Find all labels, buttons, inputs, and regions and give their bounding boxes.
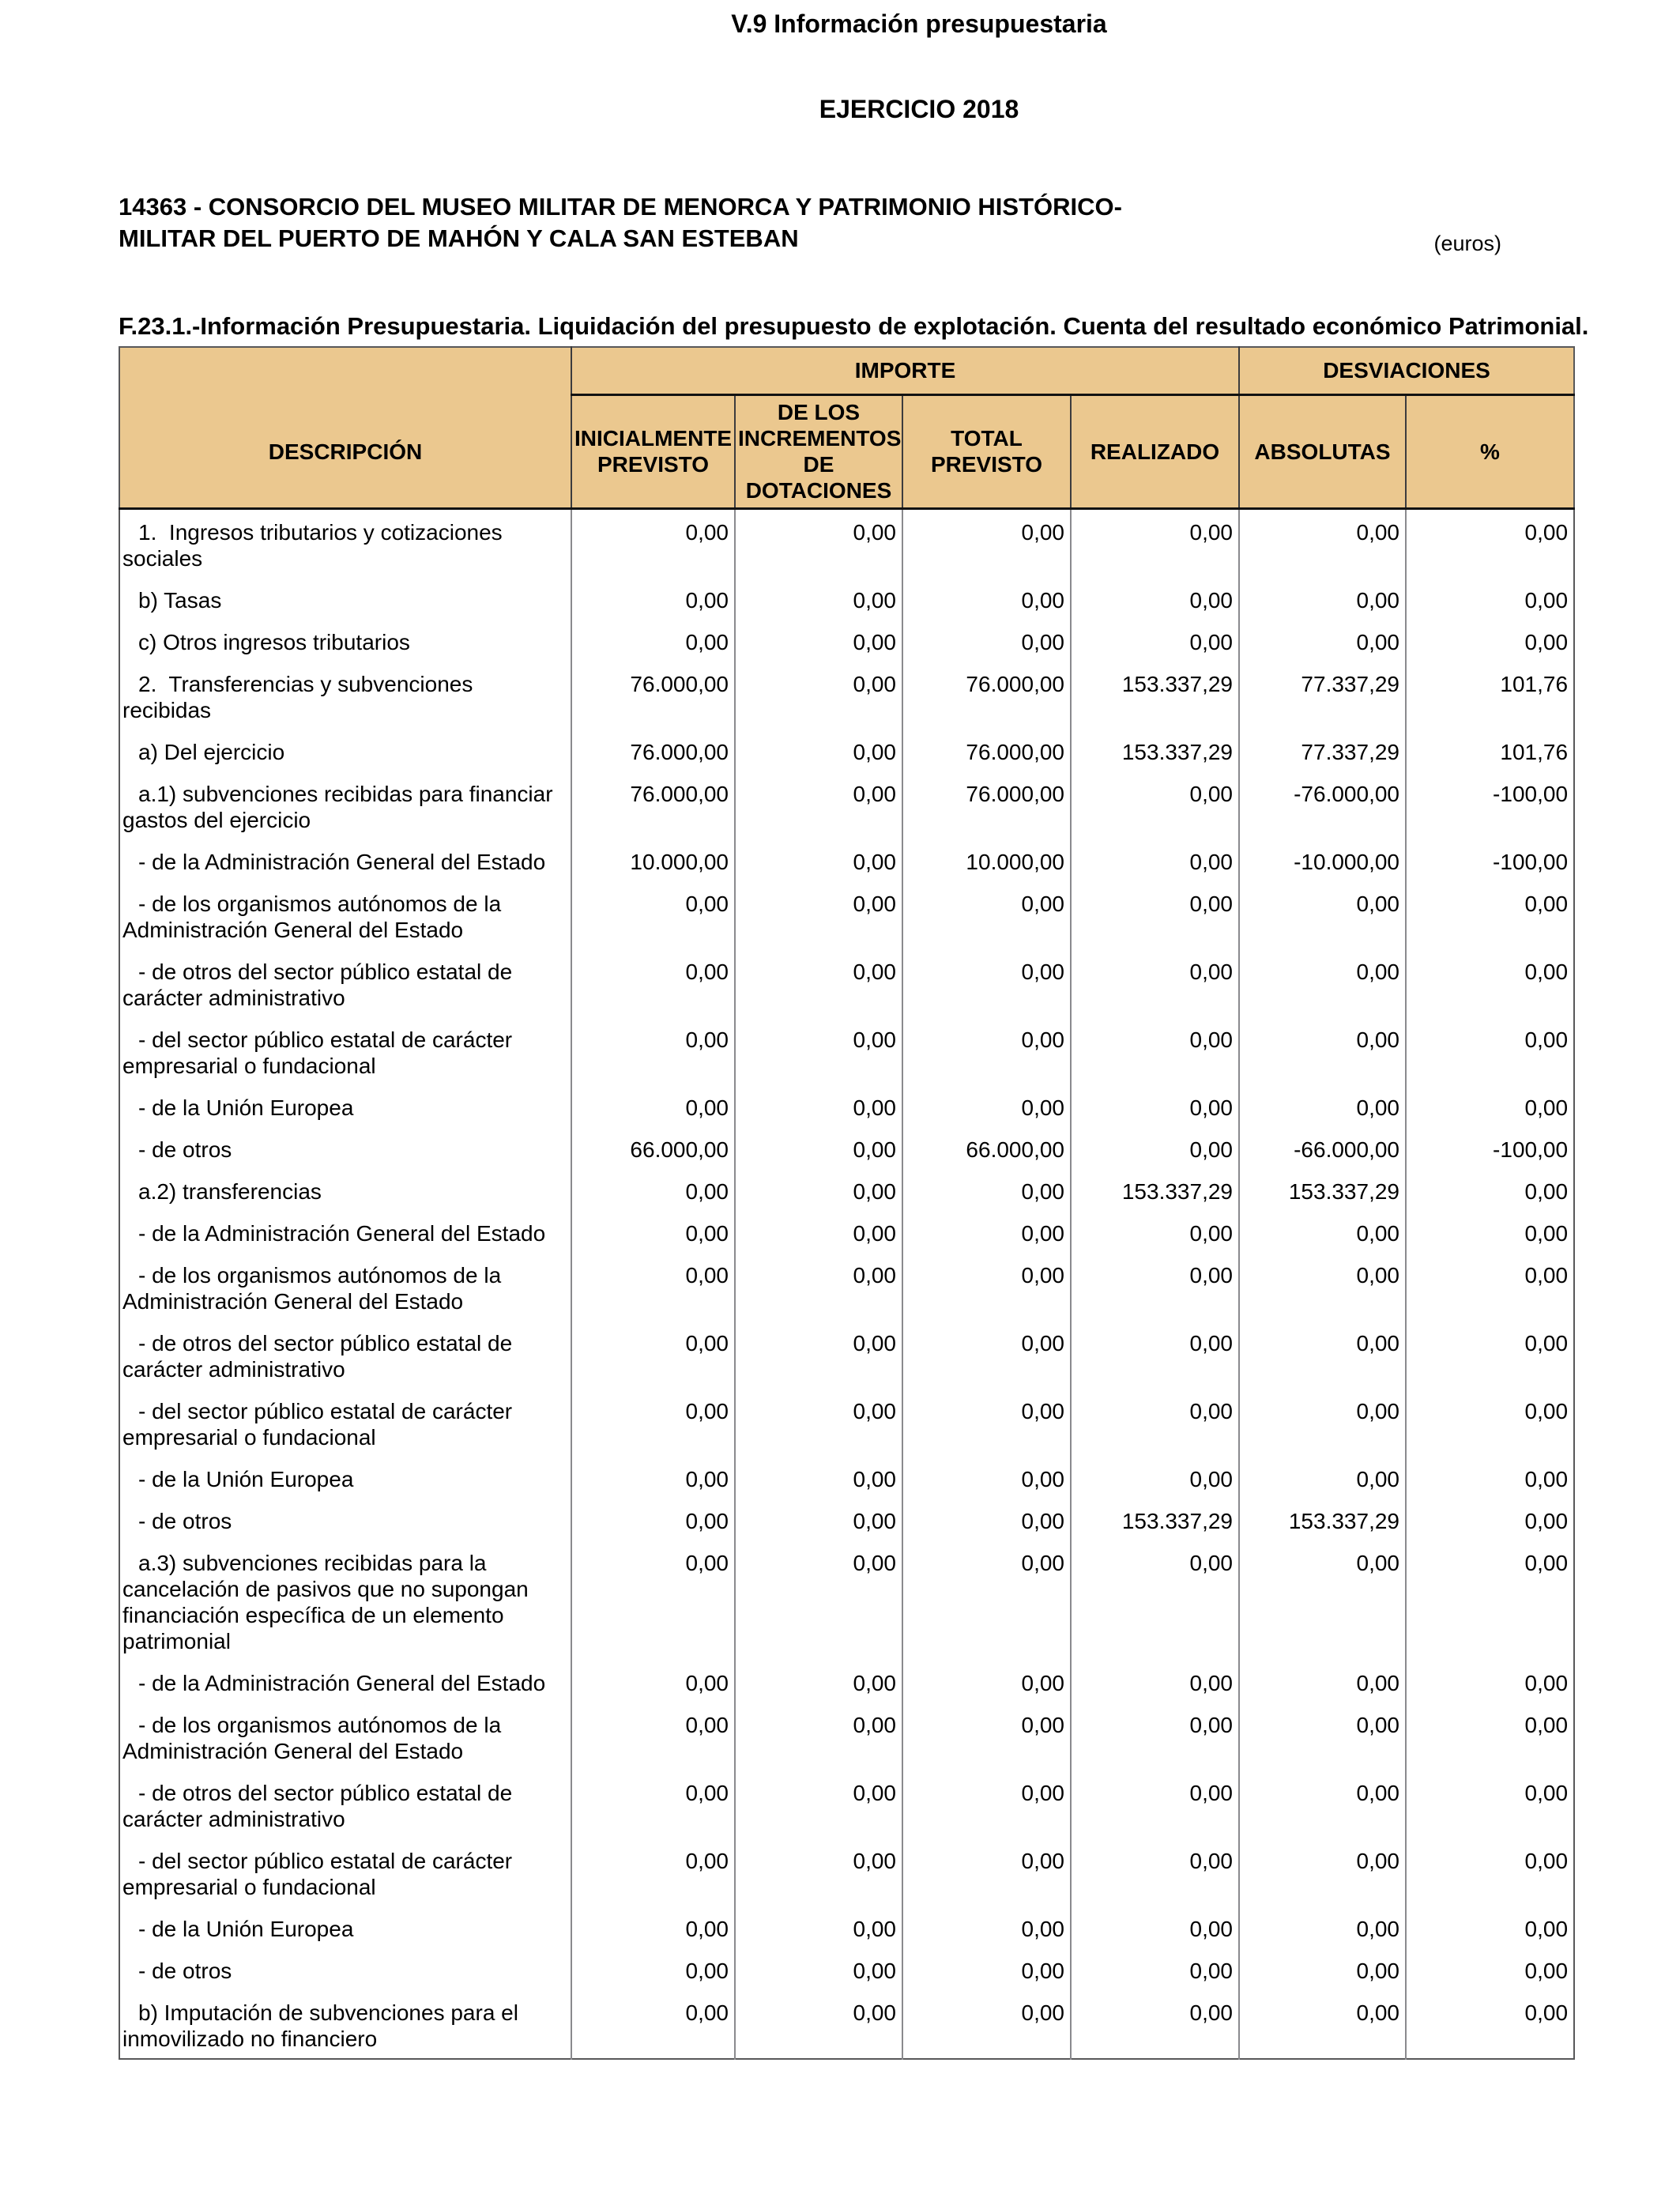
value-desviacion-absoluta: 77.337,29 [1239, 662, 1406, 730]
table-row [119, 1389, 1574, 1457]
value-incrementos-dotaciones: 0,00 [735, 508, 902, 578]
row-description: - de la Unión Europea [138, 1916, 354, 1941]
row-description: a.1) subvenciones recibidas para financiar gastos del ejercicio [122, 781, 559, 832]
value-inicialmente-previsto: 0,00 [571, 578, 735, 620]
value-realizado: 0,00 [1071, 1321, 1239, 1389]
value-total-previsto: 66.000,00 [902, 1127, 1071, 1169]
value-desviacion-absoluta: 0,00 [1239, 1990, 1406, 2059]
row-description: a.2) transferencias [138, 1178, 322, 1204]
table-row [119, 1499, 1574, 1540]
row-description: - de los organismos autónomos de la Administración General del Estado [122, 1262, 507, 1314]
value-total-previsto: 0,00 [902, 1321, 1071, 1389]
value-incrementos-dotaciones: 0,00 [735, 662, 902, 730]
value-incrementos-dotaciones: 0,00 [735, 839, 902, 881]
table-row [119, 881, 1574, 949]
table-row [119, 730, 1574, 771]
value-inicialmente-previsto: 0,00 [571, 1906, 735, 1948]
value-desviacion-porcentaje: 0,00 [1406, 1321, 1574, 1389]
value-desviacion-absoluta: 0,00 [1239, 1661, 1406, 1702]
value-incrementos-dotaciones: 0,00 [735, 1838, 902, 1906]
value-incrementos-dotaciones: 0,00 [735, 1389, 902, 1457]
value-total-previsto: 0,00 [902, 1838, 1071, 1906]
value-incrementos-dotaciones: 0,00 [735, 578, 902, 620]
value-desviacion-porcentaje: 0,00 [1406, 1457, 1574, 1499]
col-header-total-previsto: TOTAL PREVISTO [902, 394, 1071, 508]
value-total-previsto: 0,00 [902, 1948, 1071, 1990]
page-title: V.9 Información presupuestaria [731, 9, 1107, 38]
value-realizado: 153.337,29 [1071, 730, 1239, 771]
col-header-absolutas: ABSOLUTAS [1239, 394, 1406, 508]
value-desviacion-porcentaje: 0,00 [1406, 1838, 1574, 1906]
value-desviacion-absoluta: -76.000,00 [1239, 771, 1406, 839]
row-description: - de los organismos autónomos de la Administración General del Estado [122, 1712, 507, 1763]
value-incrementos-dotaciones: 0,00 [735, 1211, 902, 1253]
row-description: - del sector público estatal de carácter empresarial o fundacional [122, 1398, 518, 1450]
value-desviacion-absoluta: 0,00 [1239, 1321, 1406, 1389]
value-incrementos-dotaciones: 0,00 [735, 730, 902, 771]
value-total-previsto: 0,00 [902, 620, 1071, 662]
value-desviacion-absoluta: 153.337,29 [1239, 1499, 1406, 1540]
value-incrementos-dotaciones: 0,00 [735, 1906, 902, 1948]
value-desviacion-porcentaje: 0,00 [1406, 578, 1574, 620]
value-inicialmente-previsto: 0,00 [571, 1661, 735, 1702]
value-desviacion-absoluta: -10.000,00 [1239, 839, 1406, 881]
row-description: b) Tasas [138, 587, 222, 613]
value-incrementos-dotaciones: 0,00 [735, 1990, 902, 2059]
value-incrementos-dotaciones: 0,00 [735, 1169, 902, 1211]
row-description: - de otros del sector público estatal de carácter administrativo [122, 1330, 518, 1382]
value-incrementos-dotaciones: 0,00 [735, 881, 902, 949]
value-inicialmente-previsto: 0,00 [571, 1389, 735, 1457]
table-row [119, 1990, 1574, 2059]
row-description: - del sector público estatal de carácter empresarial o fundacional [122, 1027, 518, 1078]
value-total-previsto: 76.000,00 [902, 662, 1071, 730]
document-page [0, 8, 1680, 2202]
value-incrementos-dotaciones: 0,00 [735, 1017, 902, 1085]
table-row [119, 1169, 1574, 1211]
value-desviacion-porcentaje: 0,00 [1406, 1499, 1574, 1540]
row-description: - de la Administración General del Estado [138, 849, 546, 874]
row-description: a.3) subvenciones recibidas para la cancelación de pasivos que no supongan financiación específica de un elemento patrimonial [122, 1550, 535, 1653]
value-total-previsto: 0,00 [902, 1770, 1071, 1838]
value-incrementos-dotaciones: 0,00 [735, 949, 902, 1017]
value-realizado: 0,00 [1071, 1990, 1239, 2059]
value-desviacion-absoluta: 0,00 [1239, 1017, 1406, 1085]
value-incrementos-dotaciones: 0,00 [735, 1540, 902, 1661]
row-description: a) Del ejercicio [138, 739, 285, 764]
row-description: - de otros [138, 1958, 232, 1983]
row-description: - de la Administración General del Estado [138, 1220, 546, 1246]
value-total-previsto: 0,00 [902, 578, 1071, 620]
value-realizado: 0,00 [1071, 1702, 1239, 1770]
value-desviacion-porcentaje: 0,00 [1406, 1661, 1574, 1702]
value-realizado: 0,00 [1071, 508, 1239, 578]
col-header-realizado: REALIZADO [1071, 394, 1239, 508]
row-description: c) Otros ingresos tributarios [138, 629, 410, 654]
value-desviacion-absoluta: 0,00 [1239, 1457, 1406, 1499]
value-desviacion-absoluta: 77.337,29 [1239, 730, 1406, 771]
value-total-previsto: 0,00 [902, 1499, 1071, 1540]
value-incrementos-dotaciones: 0,00 [735, 1127, 902, 1169]
value-realizado: 0,00 [1071, 1770, 1239, 1838]
value-desviacion-absoluta: 0,00 [1239, 1838, 1406, 1906]
value-incrementos-dotaciones: 0,00 [735, 1321, 902, 1389]
value-realizado: 0,00 [1071, 1457, 1239, 1499]
value-desviacion-porcentaje: -100,00 [1406, 771, 1574, 839]
table-row [119, 1540, 1574, 1661]
value-desviacion-absoluta: 0,00 [1239, 1540, 1406, 1661]
value-total-previsto: 0,00 [902, 1540, 1071, 1661]
value-total-previsto: 0,00 [902, 508, 1071, 578]
value-inicialmente-previsto: 66.000,00 [571, 1127, 735, 1169]
value-total-previsto: 76.000,00 [902, 730, 1071, 771]
table-body [119, 508, 1574, 2059]
col-header-incrementos-dotaciones: DE LOS INCREMENTOS DE DOTACIONES [735, 394, 902, 508]
value-desviacion-porcentaje: 101,76 [1406, 730, 1574, 771]
value-inicialmente-previsto: 0,00 [571, 1838, 735, 1906]
value-inicialmente-previsto: 0,00 [571, 1702, 735, 1770]
value-realizado: 0,00 [1071, 839, 1239, 881]
value-inicialmente-previsto: 0,00 [571, 1948, 735, 1990]
row-description: 2. Transferencias y subvenciones recibidas [122, 671, 480, 722]
value-desviacion-porcentaje: 0,00 [1406, 1085, 1574, 1127]
value-realizado: 0,00 [1071, 1661, 1239, 1702]
value-desviacion-absoluta: -66.000,00 [1239, 1127, 1406, 1169]
value-desviacion-porcentaje: 0,00 [1406, 1702, 1574, 1770]
col-header-descripcion: DESCRIPCIÓN [119, 347, 571, 508]
value-realizado: 0,00 [1071, 578, 1239, 620]
value-inicialmente-previsto: 0,00 [571, 1253, 735, 1321]
table-row [119, 1770, 1574, 1838]
value-desviacion-absoluta: 0,00 [1239, 578, 1406, 620]
table-row [119, 620, 1574, 662]
value-desviacion-absoluta: 0,00 [1239, 1211, 1406, 1253]
value-incrementos-dotaciones: 0,00 [735, 1253, 902, 1321]
row-description: - de otros del sector público estatal de carácter administrativo [122, 959, 518, 1010]
value-realizado: 153.337,29 [1071, 1499, 1239, 1540]
value-desviacion-porcentaje: 0,00 [1406, 1253, 1574, 1321]
value-desviacion-absoluta: 0,00 [1239, 949, 1406, 1017]
value-desviacion-porcentaje: 0,00 [1406, 1770, 1574, 1838]
value-total-previsto: 0,00 [902, 1457, 1071, 1499]
value-desviacion-porcentaje: 0,00 [1406, 620, 1574, 662]
table-row [119, 1253, 1574, 1321]
row-description: - de la Unión Europea [138, 1095, 354, 1120]
value-realizado: 0,00 [1071, 1085, 1239, 1127]
value-desviacion-porcentaje: 101,76 [1406, 662, 1574, 730]
entity-header [119, 191, 1304, 255]
value-inicialmente-previsto: 0,00 [571, 1085, 735, 1127]
col-group-importe: IMPORTE [571, 347, 1239, 394]
value-total-previsto: 76.000,00 [902, 771, 1071, 839]
value-total-previsto: 10.000,00 [902, 839, 1071, 881]
value-realizado: 0,00 [1071, 1211, 1239, 1253]
value-realizado: 0,00 [1071, 1838, 1239, 1906]
table-row [119, 1838, 1574, 1906]
currency-note: (euros) [1433, 232, 1501, 255]
value-incrementos-dotaciones: 0,00 [735, 1702, 902, 1770]
row-description: - de otros del sector público estatal de carácter administrativo [122, 1780, 518, 1831]
value-total-previsto: 0,00 [902, 1702, 1071, 1770]
value-realizado: 153.337,29 [1071, 1169, 1239, 1211]
value-desviacion-porcentaje: 0,00 [1406, 881, 1574, 949]
budget-table [119, 346, 1575, 2060]
value-desviacion-porcentaje: 0,00 [1406, 1540, 1574, 1661]
col-header-porcentaje: % [1406, 394, 1574, 508]
value-realizado: 0,00 [1071, 1948, 1239, 1990]
value-desviacion-porcentaje: 0,00 [1406, 1990, 1574, 2059]
exercise-title: EJERCICIO 2018 [819, 95, 1019, 123]
value-desviacion-absoluta: 0,00 [1239, 508, 1406, 578]
value-desviacion-porcentaje: -100,00 [1406, 1127, 1574, 1169]
table-row [119, 1906, 1574, 1948]
table-row [119, 1017, 1574, 1085]
value-inicialmente-previsto: 0,00 [571, 881, 735, 949]
value-realizado: 0,00 [1071, 1906, 1239, 1948]
value-inicialmente-previsto: 0,00 [571, 1457, 735, 1499]
value-inicialmente-previsto: 0,00 [571, 1499, 735, 1540]
value-desviacion-porcentaje: -100,00 [1406, 839, 1574, 881]
value-incrementos-dotaciones: 0,00 [735, 771, 902, 839]
value-incrementos-dotaciones: 0,00 [735, 620, 902, 662]
value-incrementos-dotaciones: 0,00 [735, 1661, 902, 1702]
value-total-previsto: 0,00 [902, 949, 1071, 1017]
value-inicialmente-previsto: 0,00 [571, 1770, 735, 1838]
table-row [119, 839, 1574, 881]
value-desviacion-porcentaje: 0,00 [1406, 508, 1574, 578]
value-incrementos-dotaciones: 0,00 [735, 1948, 902, 1990]
row-description: b) Imputación de subvenciones para el inmovilizado no financiero [122, 2000, 525, 2051]
table-row [119, 1211, 1574, 1253]
table-row [119, 508, 1574, 578]
value-realizado: 0,00 [1071, 1017, 1239, 1085]
table-row [119, 1948, 1574, 1990]
row-description: - de otros [138, 1508, 232, 1533]
table-row [119, 578, 1574, 620]
row-description: - de los organismos autónomos de la Administración General del Estado [122, 891, 507, 942]
value-incrementos-dotaciones: 0,00 [735, 1770, 902, 1838]
table-row [119, 949, 1574, 1017]
table-row [119, 1127, 1574, 1169]
entity-name-line-2: MILITAR DEL PUERTO DE MAHÓN Y CALA SAN ESTEBAN [119, 224, 799, 252]
value-desviacion-absoluta: 0,00 [1239, 620, 1406, 662]
table-row [119, 662, 1574, 730]
col-header-inicialmente-previsto: INICIALMENTE PREVISTO [571, 394, 735, 508]
table-row [119, 1661, 1574, 1702]
table-row [119, 771, 1574, 839]
value-inicialmente-previsto: 0,00 [571, 1990, 735, 2059]
value-inicialmente-previsto: 0,00 [571, 1169, 735, 1211]
value-desviacion-absoluta: 0,00 [1239, 1948, 1406, 1990]
value-inicialmente-previsto: 0,00 [571, 508, 735, 578]
value-realizado: 0,00 [1071, 1540, 1239, 1661]
value-realizado: 153.337,29 [1071, 662, 1239, 730]
value-desviacion-porcentaje: 0,00 [1406, 1948, 1574, 1990]
value-incrementos-dotaciones: 0,00 [735, 1499, 902, 1540]
value-inicialmente-previsto: 76.000,00 [571, 771, 735, 839]
table-row [119, 1085, 1574, 1127]
entity-name-line-1: 14363 - CONSORCIO DEL MUSEO MILITAR DE MENORCA Y PATRIMONIO HISTÓRICO- [119, 193, 1122, 221]
value-total-previsto: 0,00 [902, 1990, 1071, 2059]
value-realizado: 0,00 [1071, 1127, 1239, 1169]
value-desviacion-absoluta: 153.337,29 [1239, 1169, 1406, 1211]
title-block [0, 8, 1680, 125]
value-total-previsto: 0,00 [902, 1389, 1071, 1457]
table-row [119, 1702, 1574, 1770]
value-inicialmente-previsto: 0,00 [571, 620, 735, 662]
value-desviacion-porcentaje: 0,00 [1406, 1017, 1574, 1085]
value-inicialmente-previsto: 0,00 [571, 1321, 735, 1389]
value-realizado: 0,00 [1071, 620, 1239, 662]
row-description: 1. Ingresos tributarios y cotizaciones sociales [122, 519, 509, 571]
value-realizado: 0,00 [1071, 881, 1239, 949]
value-total-previsto: 0,00 [902, 1211, 1071, 1253]
value-desviacion-absoluta: 0,00 [1239, 881, 1406, 949]
value-total-previsto: 0,00 [902, 1169, 1071, 1211]
value-inicialmente-previsto: 0,00 [571, 949, 735, 1017]
value-total-previsto: 0,00 [902, 881, 1071, 949]
table-row [119, 1321, 1574, 1389]
value-inicialmente-previsto: 10.000,00 [571, 839, 735, 881]
row-description: - del sector público estatal de carácter empresarial o fundacional [122, 1848, 518, 1899]
value-desviacion-porcentaje: 0,00 [1406, 1389, 1574, 1457]
value-desviacion-absoluta: 0,00 [1239, 1702, 1406, 1770]
table-header [119, 347, 1574, 508]
col-group-desviaciones: DESVIACIONES [1239, 347, 1574, 394]
value-realizado: 0,00 [1071, 1253, 1239, 1321]
value-inicialmente-previsto: 0,00 [571, 1017, 735, 1085]
value-inicialmente-previsto: 76.000,00 [571, 662, 735, 730]
value-total-previsto: 0,00 [902, 1661, 1071, 1702]
value-realizado: 0,00 [1071, 771, 1239, 839]
value-desviacion-absoluta: 0,00 [1239, 1253, 1406, 1321]
row-description: - de la Unión Europea [138, 1466, 354, 1491]
value-inicialmente-previsto: 76.000,00 [571, 730, 735, 771]
value-desviacion-porcentaje: 0,00 [1406, 1906, 1574, 1948]
value-desviacion-absoluta: 0,00 [1239, 1389, 1406, 1457]
value-incrementos-dotaciones: 0,00 [735, 1085, 902, 1127]
section-heading: F.23.1.-Información Presupuestaria. Liquidación del presupuesto de explotación. Cuenta del resultado económico Patrimonial. [119, 312, 1589, 340]
value-total-previsto: 0,00 [902, 1906, 1071, 1948]
value-desviacion-porcentaje: 0,00 [1406, 1169, 1574, 1211]
value-realizado: 0,00 [1071, 949, 1239, 1017]
value-inicialmente-previsto: 0,00 [571, 1540, 735, 1661]
row-description: - de la Administración General del Estado [138, 1670, 546, 1695]
value-desviacion-porcentaje: 0,00 [1406, 1211, 1574, 1253]
value-total-previsto: 0,00 [902, 1085, 1071, 1127]
value-desviacion-porcentaje: 0,00 [1406, 949, 1574, 1017]
value-incrementos-dotaciones: 0,00 [735, 1457, 902, 1499]
value-inicialmente-previsto: 0,00 [571, 1211, 735, 1253]
value-realizado: 0,00 [1071, 1389, 1239, 1457]
table-row [119, 1457, 1574, 1499]
value-total-previsto: 0,00 [902, 1017, 1071, 1085]
value-desviacion-absoluta: 0,00 [1239, 1770, 1406, 1838]
value-desviacion-absoluta: 0,00 [1239, 1085, 1406, 1127]
value-desviacion-absoluta: 0,00 [1239, 1906, 1406, 1948]
row-description: - de otros [138, 1137, 232, 1162]
value-total-previsto: 0,00 [902, 1253, 1071, 1321]
